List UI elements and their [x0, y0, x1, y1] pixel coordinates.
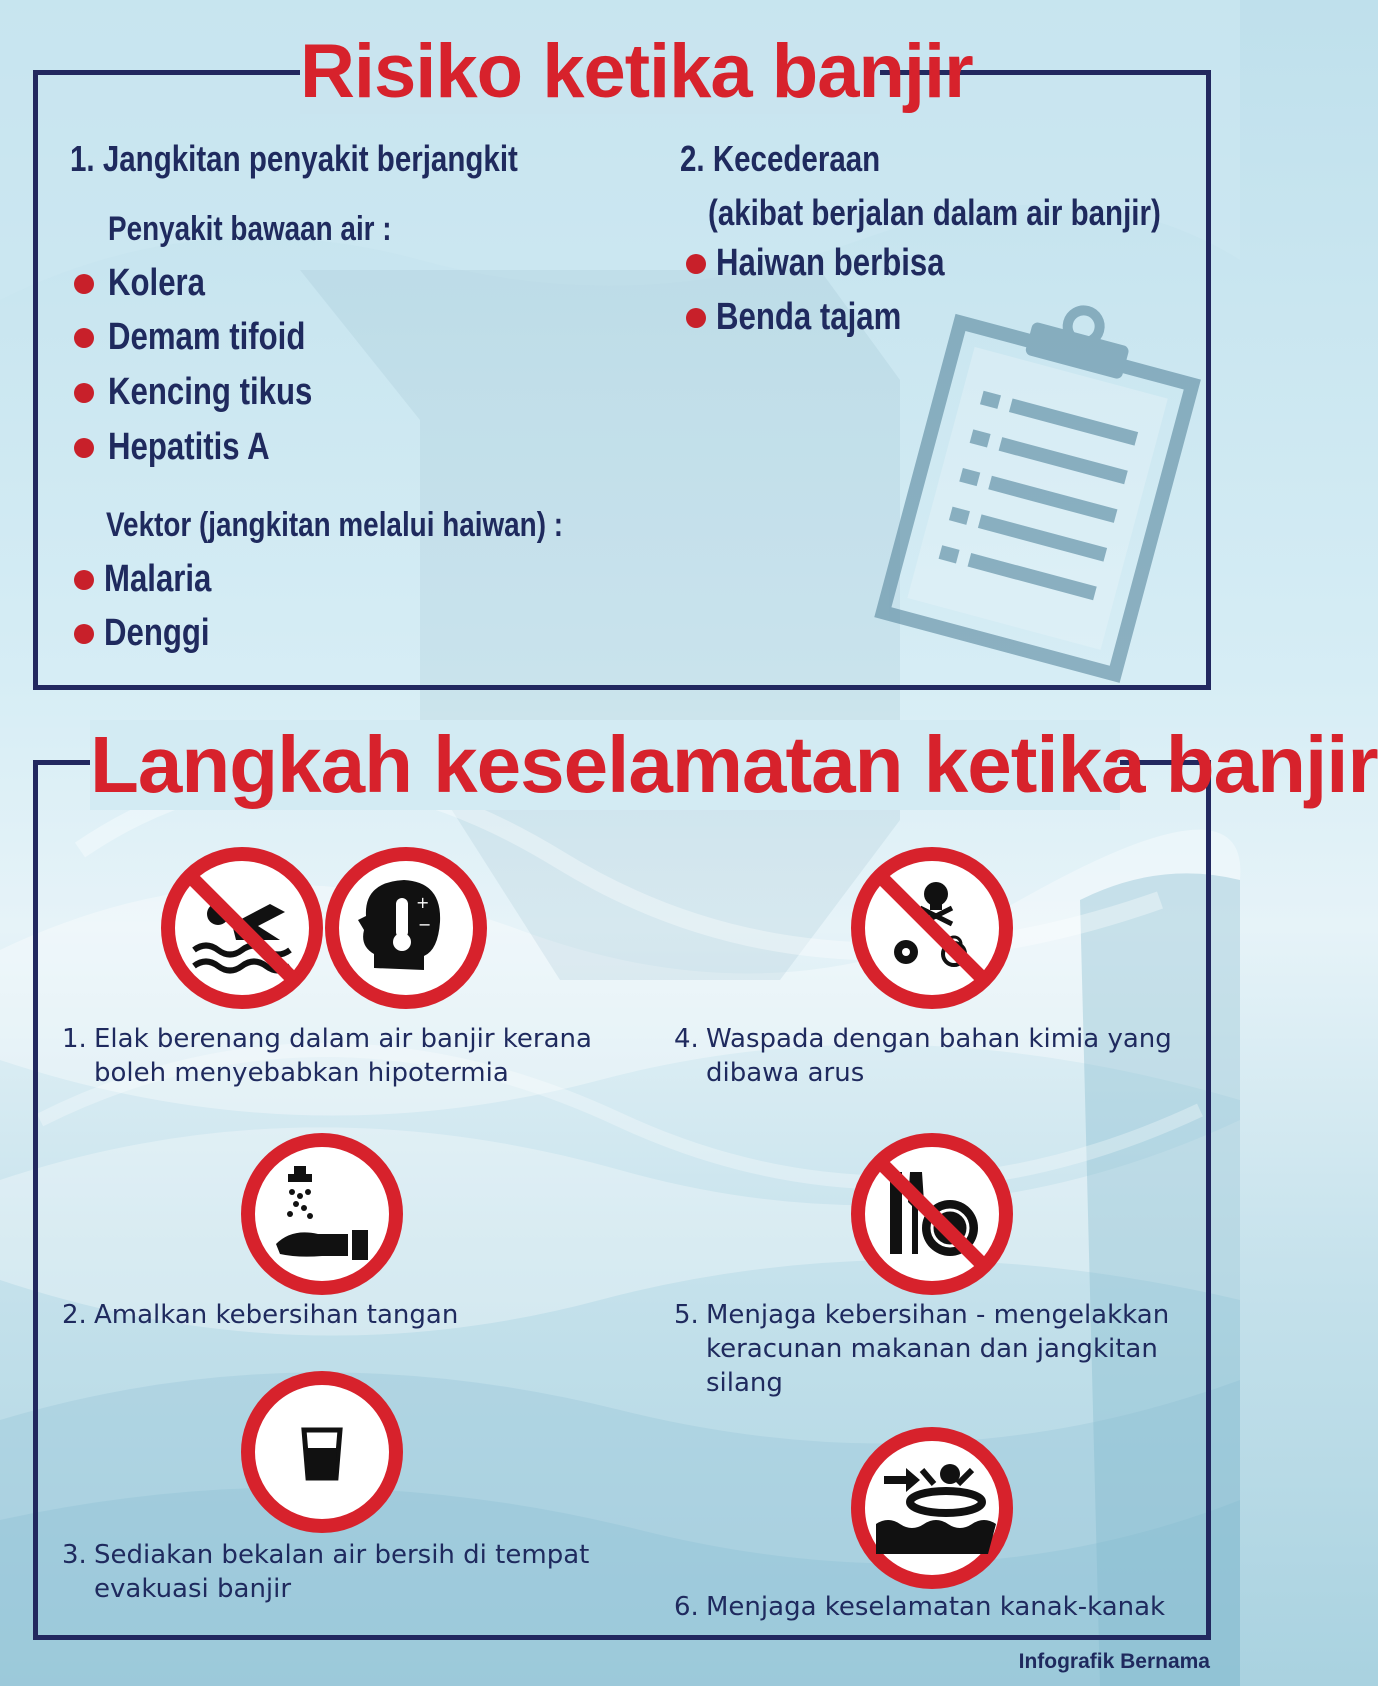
bullet	[74, 570, 94, 590]
bullet	[686, 254, 706, 274]
waterborne-item: Kolera	[108, 262, 205, 304]
hand-washing-icon	[240, 1132, 404, 1296]
injury-item: Benda tajam	[716, 296, 902, 338]
safety-step-2: 2. Amalkan kebersihan tangan	[62, 1300, 459, 1330]
waterborne-item: Hepatitis A	[108, 426, 270, 468]
no-chemical-hazard-icon	[850, 846, 1014, 1010]
safety-step-5: 5. Menjaga kebersihan - mengelakkan keracunan makanan dan jangkitan silang	[674, 1300, 1170, 1398]
waterborne-item: Demam tifoid	[108, 316, 306, 358]
child-safety-float-icon	[850, 1426, 1014, 1590]
vector-label: Vektor (jangkitan melalui haiwan) :	[106, 506, 564, 544]
vector-item: Denggi	[104, 612, 210, 654]
credit: Infografik Bernama	[1018, 1650, 1210, 1673]
safety-step-3: 3. Sediakan bekalan air bersih di tempat evakuasi banjir	[62, 1540, 590, 1604]
safety-step-4: 4. Waspada dengan bahan kimia yang dibawa arus	[674, 1024, 1172, 1088]
no-contaminated-food-icon	[850, 1132, 1014, 1296]
bullet	[74, 438, 94, 458]
risk-title: Risiko ketika banjir	[300, 29, 973, 114]
safety-step-1: 1. Elak berenang dalam air banjir kerana boleh menyebabkan hipotermia	[62, 1024, 592, 1088]
bullet	[686, 308, 706, 328]
bullet	[74, 274, 94, 294]
safety-title: Langkah keselamatan ketika banjir	[90, 720, 1378, 809]
waterborne-item: Kencing tikus	[108, 371, 313, 413]
injury-item: Haiwan berbisa	[716, 242, 945, 284]
no-swimming-icon	[160, 846, 324, 1010]
infectious-heading: 1. Jangkitan penyakit berjangkit	[70, 138, 518, 179]
bullet	[74, 383, 94, 403]
svg-text:−: −	[418, 915, 432, 934]
bullet	[74, 328, 94, 348]
safety-step-6: 6. Menjaga keselamatan kanak-kanak	[674, 1592, 1166, 1622]
waterborne-label: Penyakit bawaan air :	[108, 210, 392, 248]
bullet	[74, 624, 94, 644]
injury-subheading: (akibat berjalan dalam air banjir)	[708, 192, 1161, 233]
clean-water-glass-icon	[240, 1370, 404, 1534]
clipboard-icon	[880, 300, 1210, 680]
vector-item: Malaria	[104, 558, 212, 600]
injury-heading: 2. Kecederaan	[680, 138, 881, 179]
no-hypothermia-icon	[324, 846, 488, 1010]
svg-text:+: +	[416, 893, 430, 912]
